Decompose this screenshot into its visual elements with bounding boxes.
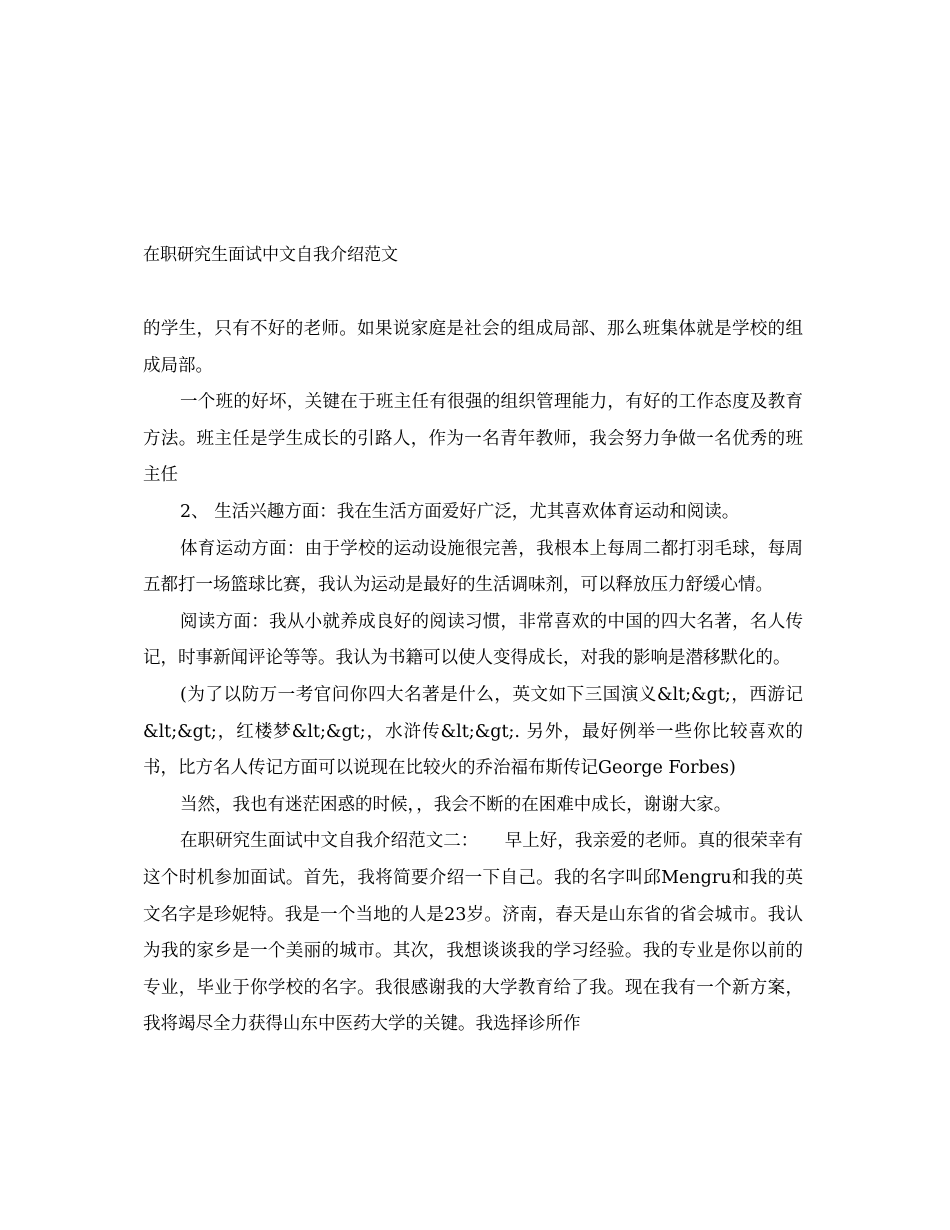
- paragraph: 2、 生活兴趣方面：我在生活方面爱好广泛，尤其喜欢体育运动和阅读。: [180, 501, 740, 522]
- paragraph: 在职研究生面试中文自我介绍范文二： 早上好，我亲爱的老师。真的很荣幸有这个时机参加面试。首先，我将简要介绍一下自己。我的名字叫邱Mengru和我的英文名字是珍妮特。我是一个当地的人是23岁。济南，春天是山东省的省会城市。我认为我的家乡是一个美丽的城市。其次，我想谈谈我的学习经验。我的专业是你以前的专业，毕业于你学校的名字。我很感谢我的大学教育给了我。现在我有一个新方案，我将竭尽全力获得山东中医药大学的关键。我选择诊所作: [143, 831, 803, 1035]
- paragraph: 的学生，只有不好的老师。如果说家庭是社会的组成局部、那么班集体就是学校的组成局部。: [143, 319, 803, 376]
- document-body: [143, 311, 803, 1043]
- paragraph: 体育运动方面：由于学校的运动设施很完善，我根本上每周二都打羽毛球，每周五都打一场篮球比赛，我认为运动是最好的生活调味剂，可以释放压力舒缓心情。: [143, 538, 803, 596]
- paragraph: 阅读方面：我从小就养成良好的阅读习惯，非常喜欢的中国的四大名著，名人传记，时事新闻评论等等。我认为书籍可以使人变得成长，对我的影响是潜移默化的。: [143, 611, 803, 669]
- paragraph: 一个班的好坏，关键在于班主任有很强的组织管理能力，有好的工作态度及教育方法。班主任是学生成长的引路人，作为一名青年教师，我会努力争做一名优秀的班主任: [143, 392, 803, 486]
- paragraph: (为了以防万一考官问你四大名著是什么，英文如下三国演义&lt;&gt;，西游记&lt;&gt;，红楼梦&lt;&gt;，水浒传&lt;&gt;. 另外，最好例举一些你比较喜欢的书，比方名人传记方面可以说现在比较火的乔治福布斯传记George Forbes): [143, 684, 803, 779]
- paragraph: 当然，我也有迷茫困惑的时候，，我会不断的在困难中成长，谢谢大家。: [180, 794, 732, 815]
- document-title: 在职研究生面试中文自我介绍范文: [143, 245, 398, 265]
